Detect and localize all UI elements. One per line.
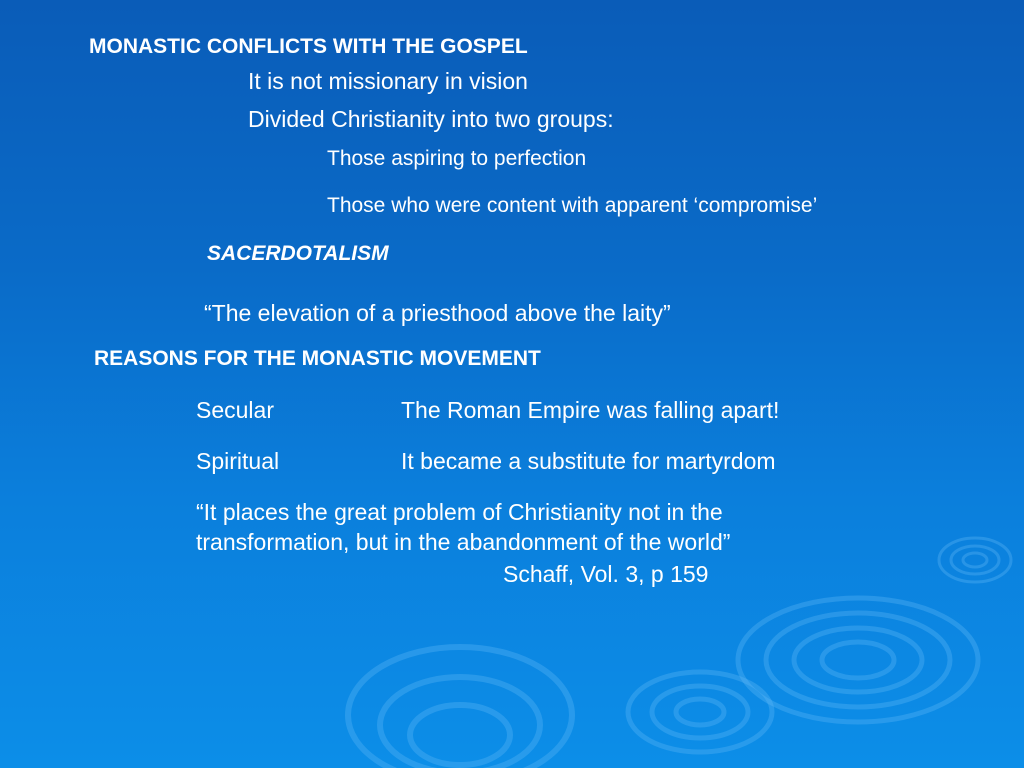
subpoint-aspiring-perfection: Those aspiring to perfection (327, 147, 587, 170)
quote-line-2: transformation, but in the abandonment of the world” (196, 529, 731, 555)
quote-citation: Schaff, Vol. 3, p 159 (503, 561, 709, 587)
reason-text-secular: The Roman Empire was falling apart! (401, 397, 780, 423)
ripple-small-top-right (939, 538, 1011, 582)
reason-text-spiritual: It became a substitute for martyrdom (401, 448, 776, 474)
point-divided-christianity: Divided Christianity into two groups: (248, 106, 614, 132)
subpoint-content-compromise: Those who were content with apparent ‘compromise’ (327, 194, 818, 217)
point-not-missionary: It is not missionary in vision (248, 68, 528, 94)
reason-label-spiritual: Spiritual (196, 448, 280, 474)
quote-line-1: “It places the great problem of Christianity not in the (196, 499, 723, 525)
heading-reasons-monastic: REASONS FOR THE MONASTIC MOVEMENT (94, 347, 541, 370)
ripple-left-bottom (348, 647, 572, 768)
ripple-large-right (738, 598, 978, 722)
term-sacerdotalism: SACERDOTALISM (207, 242, 389, 265)
heading-monastic-conflicts: MONASTIC CONFLICTS WITH THE GOSPEL (89, 35, 528, 58)
ripple-medium-bottom (628, 672, 772, 752)
reason-label-secular: Secular (196, 397, 274, 423)
definition-sacerdotalism: “The elevation of a priesthood above the laity” (204, 300, 671, 326)
